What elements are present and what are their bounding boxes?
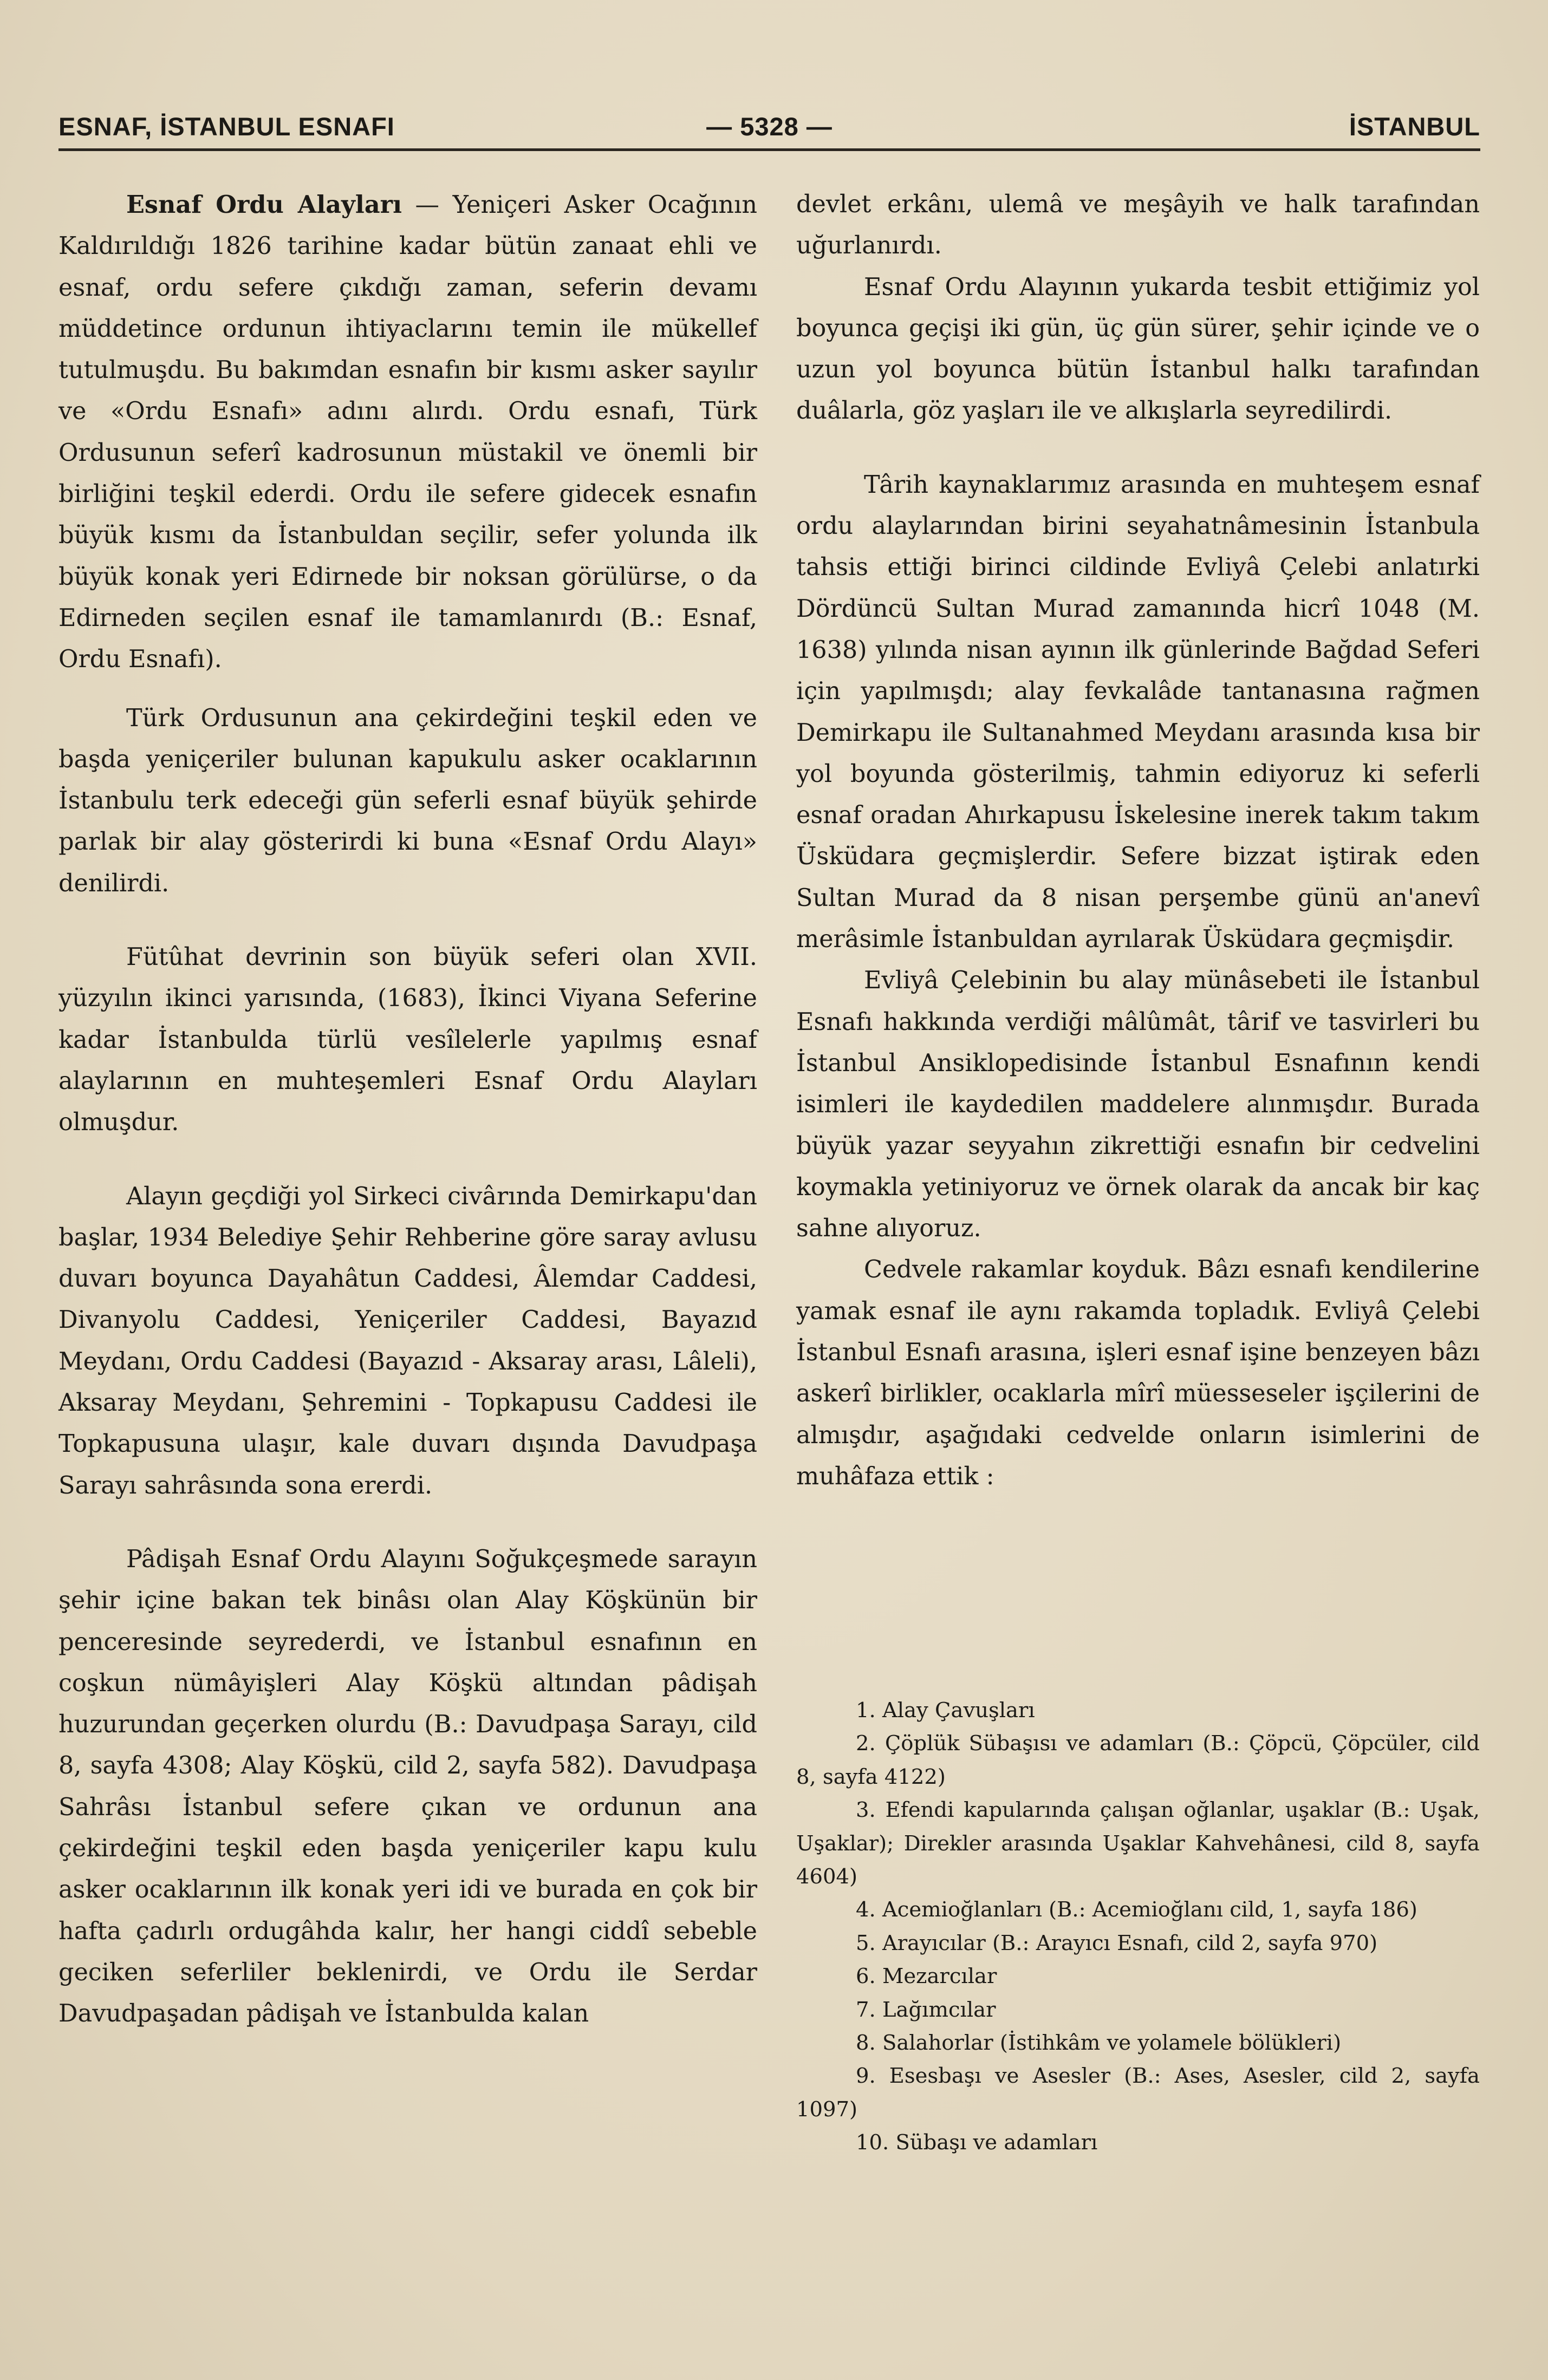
paragraph: Türk Ordusunun ana çekirdeğini teşkil eden ve başda yeniçeriler bulunan kapukulu asker ocaklarının İstanbulu terk edeceği gün seferli esnaf büyük şehirde parlak bir alay gösterirdi ki buna «Esnaf Ordu Alayı» denilirdi. xyxy=(58,704,757,897)
paragraph: Pâdişah Esnaf Ordu Alayını Soğukçeşmede sarayın şehir içine bakan tek binâsı olan Alay Köşkünün bir penceresinde seyrederdi, ve İstanbul esnafının en coşkun nümâyişleri Alay Köşkü altından pâdişah huzurundan geçerken olurdu (B.: Davudpaşa Sarayı, cild 8, sayfa 4308; Alay Köşkü, cild 2, sayfa 582). Davudpaşa Sahrâsı İstanbul sefere çıkan ve ordunun ana çekirdeğini teşkil eden başda yeniçeriler kapu kulu asker ocaklarının ilk konak yeri idi ve burada en çok bir hafta çadırlı ordugâhda kalır, her hangi ciddî sebeble geciken seferliler beklenirdi, ve Ordu ile Serdar Davudpaşadan pâdişah ve İstanbulda kalan xyxy=(58,1545,757,2028)
list-item: 3. Efendi kapularında çalışan oğlanlar, uşaklar (B.: Uşak, Uşaklar); Direkler arasında Uşaklar Kahvehânesi, cild 8, sayfa 4604) xyxy=(796,1798,1480,1889)
list-item: 7. Lağımcılar xyxy=(856,1997,996,2022)
paragraph: devlet erkânı, ulemâ ve meşâyih ve halk tarafından uğurlanırdı. xyxy=(796,191,1480,260)
paragraph: Alayın geçdiği yol Sirkeci civârında Demirkapu'dan başlar, 1934 Belediye Şehir Rehberine göre saray avlusu duvarı boyunca Dayahâtun Caddesi, Âlemdar Caddesi, Divanyolu Caddesi, Yeniçeriler Caddesi, Bayazıd Meydanı, Ordu Caddesi (Bayazıd - Aksaray arası, Lâleli), Aksaray Meydanı, Şehremini - Topkapusu Caddesi ile Topkapusuna ulaşır, kale duvarı dışında Davudpaşa Sarayı sahrâsında sona ererdi. xyxy=(58,1182,757,1499)
paragraph: Esnaf Ordu Alayının yukarda tesbit ettiğimiz yol boyunca geçişi iki gün, üç gün sürer, şehir içinde ve o uzun yol boyunca bütün İstanbul halkı tarafından duâlarla, göz yaşları ile ve alkışlarla seyredilirdi. xyxy=(796,273,1480,425)
paragraph: Fütûhat devrinin son büyük seferi olan XVII. yüzyılın ikinci yarısında, (1683), İkinci Viyana Seferine kadar İstanbulda türlü vesîlelerle yapılmış esnaf alaylarının en muhteşemleri Esnaf Ordu Alayları olmuşdur. xyxy=(58,943,757,1137)
list-item: 4. Acemioğlanları (B.: Acemioğlanı cild, 1, sayfa 186) xyxy=(856,1898,1417,1922)
list-item: 2. Çöplük Sübaşısı ve adamları (B.: Çöpcü, Çöpcüler, cild 8, sayfa 4122) xyxy=(796,1731,1480,1789)
list-item: 1. Alay Çavuşları xyxy=(856,1698,1035,1723)
running-title: ESNAF, İSTANBUL ESNAFI xyxy=(58,112,395,141)
list-item: 8. Salahorlar (İstihkâm ve yolamele bölükleri) xyxy=(856,2031,1342,2056)
entry-heading: Esnaf Ordu Alayları xyxy=(126,191,402,219)
paragraph: Târih kaynaklarımız arasında en muhteşem esnaf ordu alaylarından birini seyahatnâmesinin İstanbula tahsis ettiği birinci cildinde Evliyâ Çelebi anlatırki Dördüncü Sultan Murad zamanında hicrî 1048 (M. 1638) yılında nisan ayının ilk günlerinde Bağdad Seferi için yapılmışdı; alay fevkalâde tantanasına rağmen Demirkapu ile Sultanahmed Meydanı arasında kısa bir yol boyunda gösterilmiş, tahmin ediyoruz ki seferli esnaf oradan Ahırkapusu İskelesine inerek takım takım Üsküdara geçmişlerdir. Sefere bizzat iştirak eden Sultan Murad da 8 nisan perşembe günü an'anevî merâsimle İstanbuldan ayrılarak Üsküdara geçmişdir. xyxy=(796,471,1480,954)
list-item: 6. Mezarcılar xyxy=(856,1964,997,1989)
paragraph: Evliyâ Çelebinin bu alay münâsebeti ile İstanbul Esnafı hakkında verdiği mâlûmât, târif ve tasvirleri bu İstanbul Ansiklopedisinde İstanbul Esnafının kendi isimleri ile kaydedilen maddelere alınmışdır. Burada büyük yazar seyyahın zikrettiği esnafın bir cedvelini koymakla yetiniyoruz ve örnek olarak da ancak bir kaç sahne alıyoruz. xyxy=(796,967,1480,1243)
list-item: 10. Sübaşı ve adamları xyxy=(856,2130,1098,2155)
list-item: 5. Arayıcılar (B.: Arayıcı Esnafı, cild 2, sayfa 970) xyxy=(856,1931,1378,1955)
page-number: — 5328 — xyxy=(706,112,832,141)
page-header xyxy=(58,112,1480,146)
header-rule xyxy=(58,148,1480,151)
paragraph: Cedvele rakamlar koyduk. Bâzı esnafı kendilerine yamak esnaf ile aynı rakamda topladık. Evliyâ Çelebi İstanbul Esnafı arasına, işleri esnaf işine benzeyen bâzı askerî birlikler, ocaklarla mîrî müesseseler işçilerini de almışdır, aşağıdaki cedvelde onların isimlerini de muhâfaza ettik : xyxy=(796,1256,1480,1490)
left-column xyxy=(58,184,757,2035)
paragraph xyxy=(58,184,757,681)
section-title: İSTANBUL xyxy=(1349,112,1480,141)
paragraph-text: — Yeniçeri Asker Ocağının Kaldırıldığı 1826 tarihine kadar bütün zanaat ehli ve esnaf, ordu sefere çıkdığı zaman, seferin devamı müddetince ordunun ihtiyaclarını temin ile mükellef tutulmuşdu. Bu bakımdan esnafın bir kısmı asker sayılır ve «Ordu Esnafı» adını alırdı. Ordu esnafı, Türk Ordusunun seferî kadrosunun müstakil ve önemli bir birliğini teşkil ederdi. Ordu ile sefere gidecek esnafın büyük kısmı da İstanbuldan seçilir, sefer yolunda ilk büyük konak yeri Edirnede bir noksan görülürse, o da Edirneden seçilen esnaf ile tamamlanırdı (B.: Esnaf, Ordu Esnafı). xyxy=(58,191,757,674)
list-item: 9. Esesbaşı ve Asesler (B.: Ases, Asesler, cild 2, sayfa 1097) xyxy=(796,2064,1480,2122)
right-column xyxy=(796,184,1480,1497)
guild-list xyxy=(796,1694,1480,2160)
